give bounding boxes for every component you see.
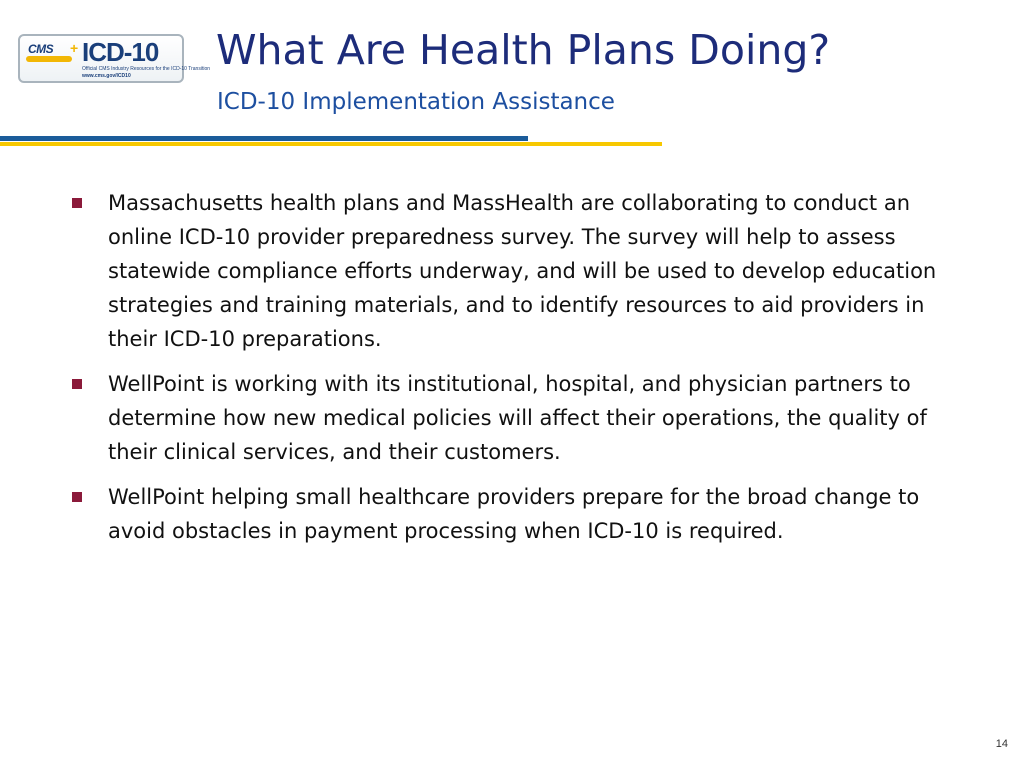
- logo-url-text: www.cms.gov/ICD10: [82, 73, 131, 79]
- square-bullet-icon: [72, 379, 82, 389]
- bullet-text: WellPoint helping small healthcare providers prepare for the broad change to avoid obstacles in payment processing when ICD-10 is required.: [108, 485, 920, 543]
- cms-icd10-logo: [18, 34, 211, 83]
- square-bullet-icon: [72, 198, 82, 208]
- bullet-list: [72, 186, 972, 559]
- bullet-text: WellPoint is working with its institutional, hospital, and physician partners to determine how new medical policies will affect their operations, the quality of their clinical services, and their customers.: [108, 372, 927, 464]
- page-number: 14: [995, 738, 1008, 750]
- logo-cms-text: CMS: [28, 42, 54, 56]
- bullet-item-wellpoint-small-providers: [72, 480, 972, 548]
- bullet-text: Massachusetts health plans and MassHealth are collaborating to conduct an online ICD-10 provider preparedness survey. The survey will help to assess statewide compliance efforts underway, and will be used to develop education strategies and training materials, and to identify resources to aid providers in their ICD-10 preparations.: [108, 191, 937, 351]
- header-rule-blue: [0, 136, 528, 141]
- square-bullet-icon: [72, 492, 82, 502]
- logo-swoosh-icon: [26, 56, 72, 62]
- bullet-item-massachusetts: [72, 186, 972, 356]
- logo-plus-icon: +: [70, 40, 79, 56]
- bullet-item-wellpoint-partners: [72, 367, 972, 469]
- header-rule-yellow: [0, 142, 662, 146]
- logo-icd10-text: ICD-10: [82, 37, 159, 67]
- slide-subtitle: ICD-10 Implementation Assistance: [217, 89, 615, 115]
- logo-subtitle-text: Official CMS Industry Resources for the ICD-10 Transition: [82, 66, 211, 72]
- slide-title: What Are Health Plans Doing?: [216, 26, 831, 74]
